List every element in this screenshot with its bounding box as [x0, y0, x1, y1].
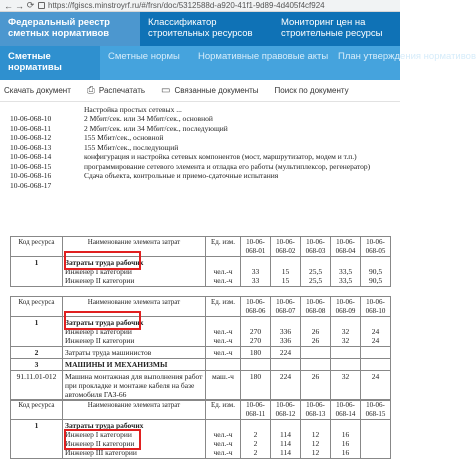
tab-approval-plan[interactable]: План утверждения нормативов	[338, 51, 476, 62]
col-code-header: Код ресурса	[11, 297, 63, 317]
nav-monitoring[interactable]: Мониторинг цен на строительные ресурсы	[281, 17, 383, 39]
code-row: 10-06-068-12 155 Мбит/сек., основной	[10, 133, 164, 142]
highlight-box	[64, 251, 141, 270]
col-header: 10-06-068-15	[361, 400, 391, 420]
unit-cell: чел.-ч чел.-ч чел.-ч	[206, 420, 241, 459]
col-code-header: Код ресурса	[11, 237, 63, 257]
back-icon[interactable]: ←	[4, 0, 13, 11]
item-name: Инженер II категории	[65, 439, 135, 448]
value-cell: 90,5 90,5	[361, 257, 391, 287]
code-row: 10-06-068-10 2 Мбит/сек. или 34 Мбит/сек., основной	[10, 114, 213, 123]
code-list-header-fragment: Настройка простых сетевых ...	[84, 105, 182, 114]
col-header: 10-06-068-06	[241, 297, 271, 317]
code-row: 10-06-068-15 программирование сетевого элемента и отладка его работы (мультиплексор, регенератор)	[10, 161, 371, 171]
col-header: 10-06-068-01	[241, 237, 271, 257]
sub-nav	[0, 46, 476, 80]
value-cell: 2 2 2	[241, 420, 271, 459]
related-docs-button[interactable]	[161, 85, 259, 96]
download-button[interactable]	[4, 86, 71, 95]
col-name-header: Наименование элемента затрат	[63, 400, 206, 420]
code-row: 10-06-068-16 Сдача объекта, контрольные и приемо-сдаточные испытания	[10, 171, 279, 180]
value-cell: 114 114 114	[271, 420, 301, 459]
table-row: 2 Затраты труда машинистов чел.-ч 180 224	[11, 347, 391, 359]
code-list	[10, 107, 395, 190]
unit-cell: чел.-ч чел.-ч	[206, 257, 241, 287]
row-number: 1	[11, 420, 63, 459]
highlight-box	[64, 429, 141, 450]
col-unit-header: Ед. изм.	[206, 237, 241, 257]
download-label: Скачать документ	[4, 86, 71, 95]
value-cell: 33,5 33,5	[331, 257, 361, 287]
code-row: 10-06-068-17	[10, 180, 52, 190]
tab-legal-acts[interactable]: Нормативные правовые акты	[198, 51, 329, 62]
document-icon: ▭	[161, 85, 171, 96]
group-title: Затраты труда рабочих	[65, 258, 144, 267]
code-row: 10-06-068-14 конфигурация и настройка сетевых компонентов (мост, маршрутизатор, модем и т.п.)	[10, 152, 357, 161]
unit-cell: чел.-ч чел.-ч	[206, 317, 241, 347]
document-toolbar	[0, 80, 400, 102]
item-name: Инженер II категории	[65, 336, 135, 345]
value-cell: 33 33	[241, 257, 271, 287]
col-header: 10-06-068-09	[331, 297, 361, 317]
col-header: 10-06-068-05	[361, 237, 391, 257]
nav-classifier[interactable]: Классификатор строительных ресурсов	[148, 17, 253, 39]
value-cell: 32 32	[331, 317, 361, 347]
print-label: Распечатать	[98, 86, 146, 95]
lock-icon	[38, 2, 45, 9]
reload-icon[interactable]: ⟳	[26, 0, 35, 10]
table-header-row	[11, 400, 391, 420]
document-viewer[interactable]	[0, 103, 400, 457]
col-header: 10-06-068-14	[331, 400, 361, 420]
code-row: 10-06-068-11 2 Мбит/сек. или 34 Мбит/сек., последующий	[10, 123, 228, 133]
col-unit-header: Ед. изм.	[206, 400, 241, 420]
col-header: 10-06-068-03	[301, 237, 331, 257]
forward-icon[interactable]: →	[15, 0, 24, 11]
row-number: 1	[11, 257, 63, 287]
value-cell: 15 15	[271, 257, 301, 287]
col-header: 10-06-068-07	[271, 297, 301, 317]
col-header: 10-06-068-13	[301, 400, 331, 420]
col-header: 10-06-068-04	[331, 237, 361, 257]
item-name: Инженер I категории	[65, 267, 132, 276]
value-cell: 26 26	[301, 317, 331, 347]
value-cell: 336 336	[271, 317, 301, 347]
table-row: 3 МАШИНЫ И МЕХАНИЗМЫ	[11, 359, 391, 371]
col-header: 10-06-068-10	[361, 297, 391, 317]
value-cell: 16 16 16	[331, 420, 361, 459]
value-cell	[361, 420, 391, 459]
search-doc-button[interactable]	[275, 86, 349, 95]
tab-estimate-norms[interactable]: Сметные нормы	[108, 51, 180, 62]
table-row: 91.11.01-012 Машина монтажная для выполнения работ при прокладке и монтаже кабеля на базе автомобиля ГАЗ-66 маш.-ч 180 224 26 32 24	[11, 371, 391, 401]
url-text[interactable]: https://fgiscs.minstroyrf.ru/#/frsn/doc/5312588d-a920-41f1-9d89-4d405f4cf924	[48, 1, 325, 10]
code-row: 10-06-068-13 155 Мбит/сек., последующий	[10, 142, 179, 152]
col-header: 10-06-068-08	[301, 297, 331, 317]
browser-address-bar[interactable]	[0, 0, 400, 12]
col-name-header: Наименование элемента затрат	[63, 237, 206, 257]
highlight-box	[64, 311, 141, 330]
tab-estimate-standards[interactable]: Сметные нормативы	[0, 46, 100, 80]
group-title: Затраты труда рабочих	[65, 421, 144, 430]
related-label: Связанные документы	[174, 86, 259, 95]
col-header: 10-06-068-11	[241, 400, 271, 420]
item-name: Инженер I категории	[65, 327, 132, 336]
item-name: Инженер II категории	[65, 276, 135, 285]
nav-federal-registry[interactable]: Федеральный реестр сметных нормативов	[0, 12, 140, 46]
print-button[interactable]	[87, 85, 145, 96]
item-name: Инженер III категории	[65, 448, 137, 457]
col-code-header: Код ресурса	[11, 400, 63, 420]
row-number: 1	[11, 317, 63, 347]
col-name-header: Наименование элемента затрат	[63, 297, 206, 317]
col-header: 10-06-068-12	[271, 400, 301, 420]
value-cell: 270 270	[241, 317, 271, 347]
value-cell: 12 12 12	[301, 420, 331, 459]
item-name: Инженер I категории	[65, 430, 132, 439]
search-label: Поиск по документу	[274, 86, 349, 95]
value-cell: 25,5 25,5	[301, 257, 331, 287]
value-cell: 24 24	[361, 317, 391, 347]
col-header: 10-06-068-02	[271, 237, 301, 257]
printer-icon: ⎙	[86, 85, 95, 96]
top-nav	[0, 12, 400, 46]
group-title: Затраты труда рабочих	[65, 318, 144, 327]
col-unit-header: Ед. изм.	[206, 297, 241, 317]
